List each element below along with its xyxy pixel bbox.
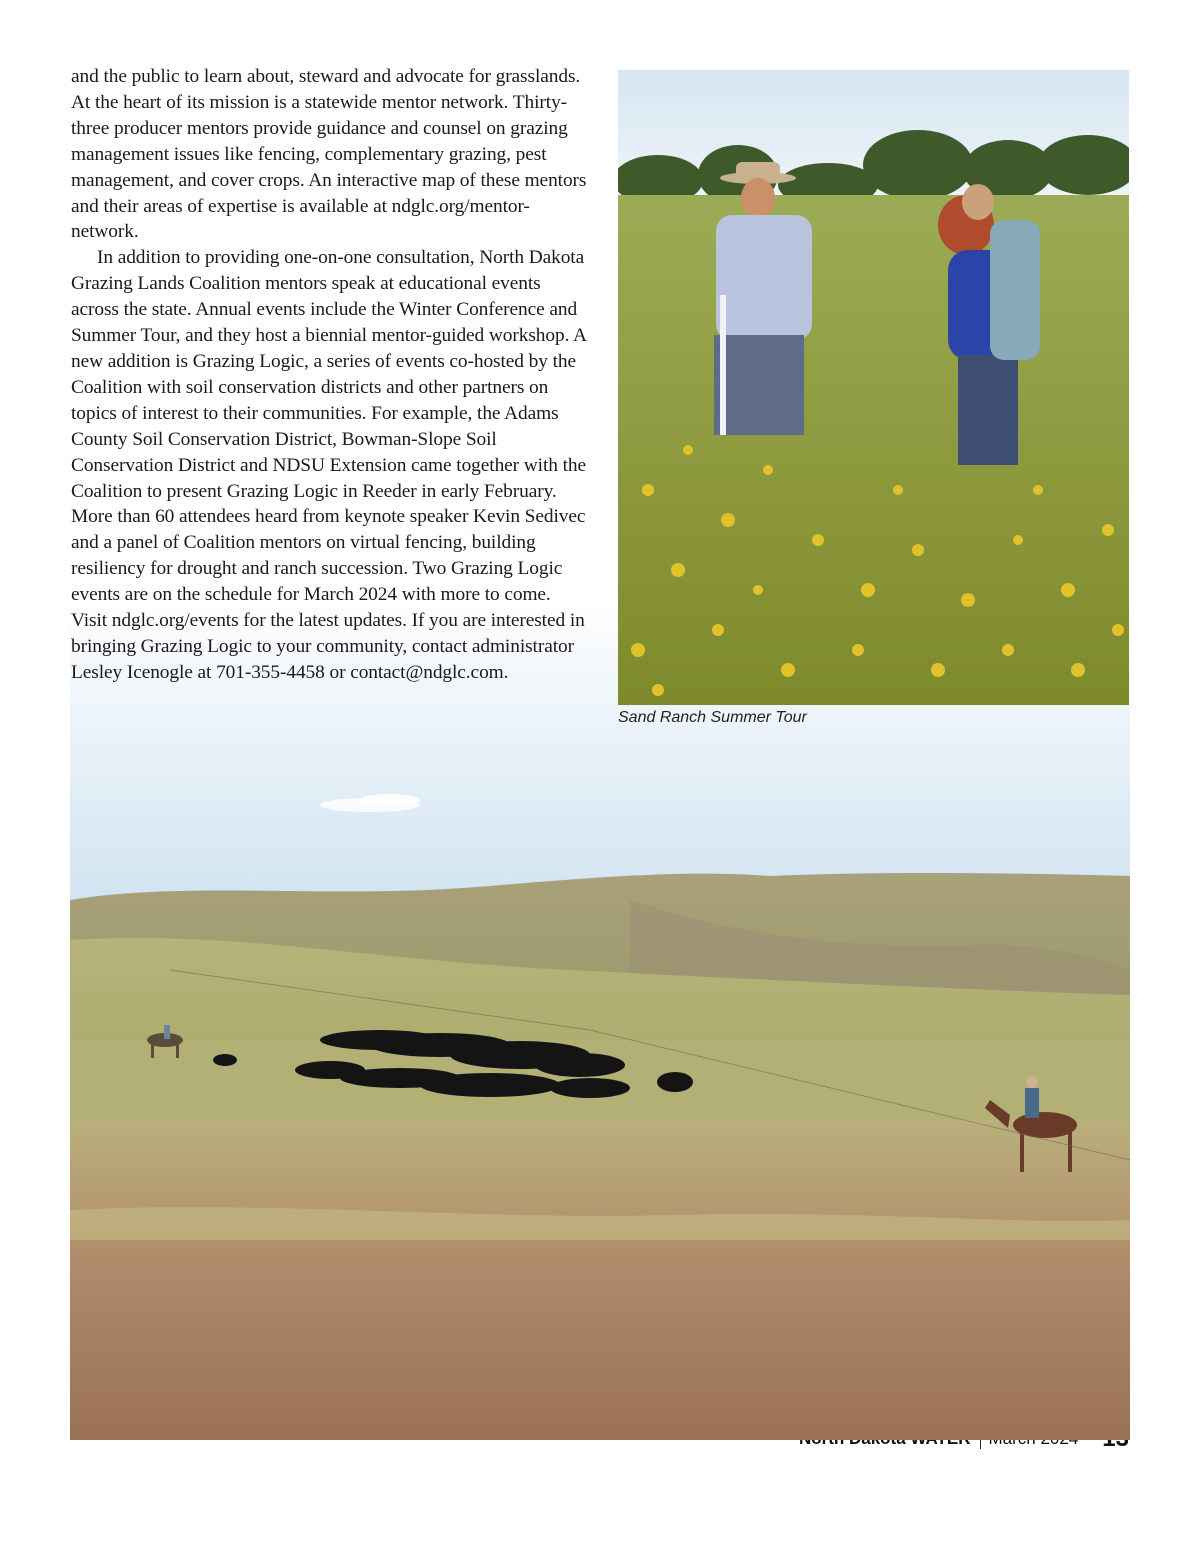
landscape-cattle-photo	[70, 600, 1130, 1440]
article-paragraph: In addition to providing one-on-one consultation, North Dakota Grazing Lands Coalition mentors speak at educational events across the state. Annual events include the Winter Conference and Summer Tour, and they host a biennial mentor-guided workshop. A new addition is Grazing Logic, a series of events co-hosted by the Coalition with soil conservation districts and other partners on topics of interest to their communities. For example, the Adams County Soil Conservation District, Bowman-Slope Soil Conservation District and NDSU Extension came together with the Coalition to present Grazing Logic in Reeder in early February. More than 60 attendees heard from keynote speaker Kevin Sedivec and a panel of Coalition mentors on virtual fencing, building resiliency for drought and ranch succession. Two Grazing Logic events are on the schedule for March 2024 with more to come. Visit ndglc.org/events for the latest updates. If you are interested in bringing Grazing Logic to your community, contact administrator Lesley Icenogle at 701-355-4458 or contact@ndglc.com.	[71, 247, 586, 683]
photo-caption: Sand Ranch Summer Tour	[618, 709, 807, 726]
article-body	[71, 64, 591, 686]
summer-tour-photo	[618, 70, 1129, 705]
article-paragraph: and the public to learn about, steward and advocate for grasslands. At the heart of its mission is a statewide mentor network. Thirty-three producer mentors provide guidance and counsel on grazing management issues like fencing, complementary grazing, pest management, and cover crops. An interactive map of these mentors and their areas of expertise is available at ndglc.org/mentor-network.	[71, 66, 587, 243]
